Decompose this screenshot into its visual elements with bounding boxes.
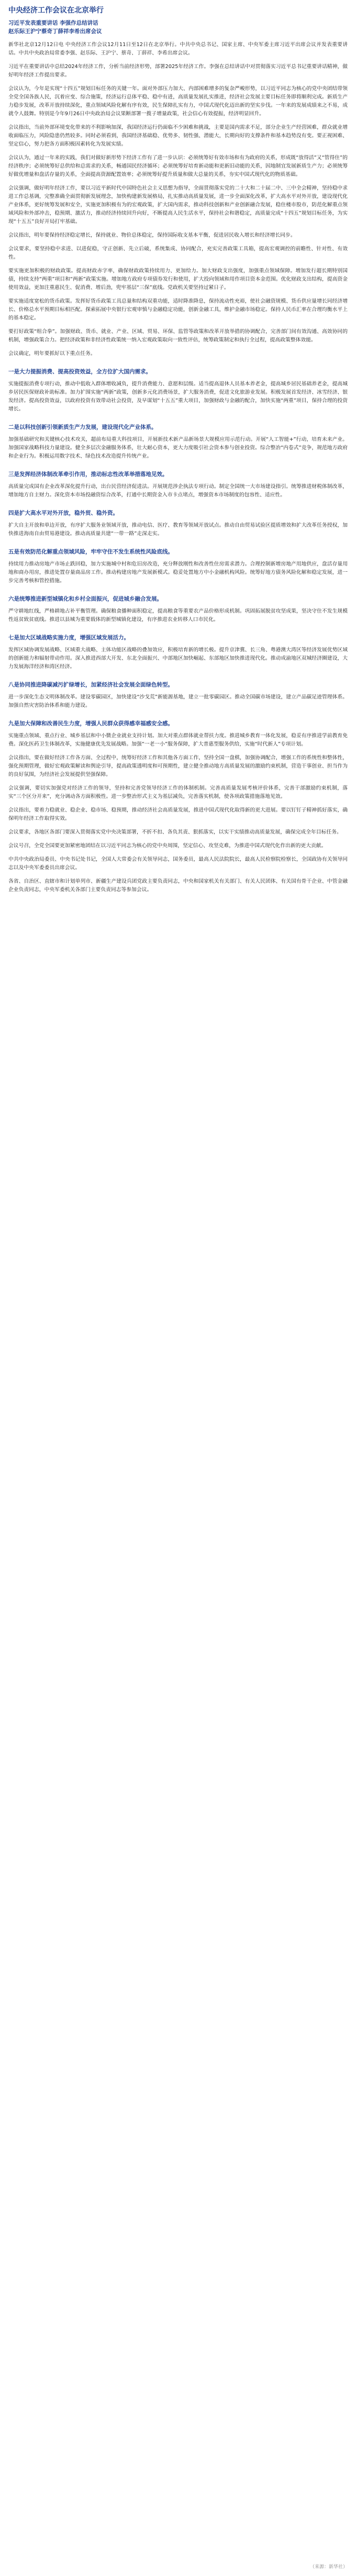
- section-heading-7: 七是加大区域战略实施力度，增强区域发展活力。: [8, 635, 129, 641]
- closing-paragraph-7: 各省、自治区、直辖市和计划单列市、新疆生产建设兵团党政主要负责同志，中央和国家机关有关部门、有关人民团体、有关国有骨干企业、中管金融企业负责同志，中央军委机关各部门主要负责同志等参加会议。: [8, 879, 348, 893]
- section-heading-4: 四是扩大高水平对外开放，稳外贸、稳外资。: [8, 510, 118, 516]
- section-text-9: 实施重点领域、重点行业、城乡基层和中小微企业就业支持计划。加大对重点群体就业帮扶力度。推进城乡教育一体化发展，稳妥有序推进学前教育免费。深化医药卫生体制改革，实施健康优先发展战略。加强“一老一小”服务保障，扩大普惠型服务供给，实施“时代新人”专项计划。: [8, 733, 348, 747]
- paragraph-11: 要打好政策“组合拳”。加强财政、货币、就业、产业、区域、贸易、环保、监管等政策和改革开放举措的协调配合，完善部门间有效沟通、高效协同的机制，增强政策合力。把经济政策和非经济性政策统一纳入宏观政策取向一致性评估，统筹政策制定和执行全过程，提高政策整体效能。: [8, 329, 348, 343]
- paragraph-10: 要实施适度宽松的货币政策。发挥好货币政策工具总量和结构双重功能，适时降准降息，保持流动性充裕，使社会融资规模、货币供应量增长同经济增长、价格总水平预期目标相匹配。探索拓展中央银行宏观审慎与金融稳定功能，创新金融工具，维护金融市场稳定。保持人民币汇率在合理均衡水平上的基本稳定。: [8, 298, 348, 321]
- section-text-8: 进一步深化生态文明体制改革。建设零碳园区，加快建设“沙戈荒”新能源基地，建立一批零碳园区。推动全国碳市场建设，建立产品碳足迹管理体系。加强自然灾害防治体系和能力建设。: [8, 694, 348, 708]
- closing-paragraph-1: 会议指出，要在做好经济工作各方面、全过程中，统筹好经济工作和其他各方面工作，坚持全国一盘棋，加强协调配合，增强工作的系统性和整体性，强化预期管理，做好宏观政策解读和舆论引导，提高政策透明度和可预期性，建立健全推动地方高质量发展的激励约束机制，营造干事创业、担当作为的良好氛围，为经济社会发展提供坚强保障。: [8, 755, 348, 778]
- closing-paragraph-5: 会议号召，全党全国要更加紧密地团结在以习近平同志为核心的党中央周围，坚定信心、攻坚克难，为推进中国式现代化作出新的更大贡献。: [8, 843, 327, 849]
- article-subtitle-1: 习近平发表重要讲话 李强作总结讲话: [8, 20, 98, 26]
- paragraph-2: 习近平在重要讲话中总结2024年经济工作，分析当前经济形势，部署2025年经济工作。李强在总结讲话中对贯彻落实习近平总书记重要讲话精神，做好明年经济工作提出要求。: [8, 64, 348, 78]
- section-heading-2: 二是以科技创新引领新质生产力发展，建设现代化产业体系。: [8, 424, 157, 430]
- section-text-2: 加强基础研究和关键核心技术攻关，超前布局重大科技项目，开展新技术新产品新场景大规模应用示范行动。开展“人工智能+”行动，培育未来产业。加强国家战略科技力量建设。健全多层次金融服务体系，壮大耐心资本，更大力度吸引社会资本参与创业投资。综合整治“内卷式”竞争，规范地方政府和企业行为。积极运用数字技术、绿色技术改造提升传统产业。: [8, 437, 348, 459]
- paragraph-8: 会议要求，要坚持稳中求进、以进促稳，守正创新、先立后破，系统集成、协同配合，充实完善政策工具箱，提高宏观调控的前瞻性、针对性、有效性。: [8, 246, 348, 260]
- closing-paragraph-2: 会议强调，要切实加强党对经济工作的领导，坚持和完善党领导经济工作的体制机制。完善高质量发展考核评价体系，完善干部激励约束机制，落实“三个区分开来”，充分调动各方面积极性。进一步整治形式主义为基层减负，完善落实机制，使各项政策措施落地见效。: [8, 785, 348, 800]
- section-heading-9: 九是加大保障和改善民生力度，增强人民群众获得感幸福感安全感。: [8, 720, 173, 727]
- section-heading-3: 三是发挥经济体制改革牵引作用，推动标志性改革举措落地见效。: [8, 471, 168, 478]
- section-text-1: 实施提振消费专项行动，推动中低收入群体增收减负，提升消费能力、意愿和层级。适当提高退休人员基本养老金，提高城乡居民基础养老金，提高城乡居民医保财政补助标准。加力扩围实施“两新”政策，创新多元化消费场景，扩大服务消费，促进文化旅游业发展。积极发展首发经济、冰雪经济、银发经济。提高投资效益，以政府投资有效带动社会投资，及早谋划“十五五”重大项目，加强财政与金融的配合，加快实施“两重”项目，保持合理的投资增长。: [8, 381, 348, 412]
- section-text-3: 高质量完成国有企业改革深化提升行动，出台民营经济促进法。开展规范涉企执法专项行动。制定全国统一大市场建设指引。统筹推进财税体制改革，增加地方自主财力。深化资本市场投融资综合改革，打通中长期资金入市卡点堵点，增强资本市场制度的包容性、适应性。: [8, 484, 348, 498]
- article-subtitle-2: 赵乐际王沪宁蔡奇丁薛祥李希出席会议: [8, 28, 102, 35]
- section-heading-8: 八是协同推进降碳减污扩绿增长，加紧经济社会发展全面绿色转型。: [8, 682, 173, 688]
- source-label: （来源：新华社）: [309, 2564, 348, 2570]
- closing-paragraph-3: 会议指出，要着力稳就业、稳企业、稳市场、稳预期，推动经济社会高质量发展，推进中国式现代化取得新的更大进展。要以钉钉子精神抓好落实，确保明年经济工作取得实效。: [8, 807, 348, 821]
- closing-paragraph-6: 中共中央政治局委员、中央书记处书记，全国人大常委会有关领导同志，国务委员，最高人民法院院长，最高人民检察院检察长，全国政协有关领导同志以及中央军委委员出席会议。: [8, 857, 348, 871]
- section-heading-1: 一是大力提振消费、提高投资效益，全方位扩大国内需求。: [8, 369, 151, 375]
- closing-paragraph-4: 会议要求，各地区各部门要深入贯彻落实党中央决策部署，不折不扣、各负其责、狠抓落实，以实干实绩推动高质量发展，确保完成全年目标任务。: [8, 829, 342, 835]
- article-title: 中央经济工作会议在北京举行: [8, 6, 104, 15]
- section-text-7: 发挥区域协调发展战略、区域重大战略、主体功能区战略的叠加效应，积极培育新的增长极。提升京津冀、长三角、粤港澳大湾区等经济发展优势区域的创新能力和辐射带动作用。深入推进西部大开发、东北全面振兴、中部地区加快崛起、东部地区加快推进现代化。推动成渝地区双城经济圈建设，大力发展海洋经济和湾区经济。: [8, 647, 348, 670]
- paragraph-12: 会议确定，明年要抓好以下重点任务。: [8, 351, 96, 357]
- section-text-4: 扩大自主开放和单边开放，有序扩大服务业领域开放，推动电信、医疗、教育等领域开放试点。推动自由贸易试验区提质增效和扩大改革任务授权，加快推进海南自由贸易港建设。推动高质量共建“一带一路”走深走实。: [8, 523, 348, 537]
- paragraph-1: 新华社北京12月12日电 中央经济工作会议12月11日至12日在北京举行。中共中央总书记、国家主席、中央军委主席习近平出席会议并发表重要讲话。中共中央政治局常委李强、赵乐际、王沪宁、蔡奇、丁薛祥、李希出席会议。: [8, 42, 348, 56]
- paragraph-6: 会议强调，做好明年经济工作，要以习近平新时代中国特色社会主义思想为指导，全面贯彻落实党的二十大和二十届二中、三中全会精神，坚持稳中求进工作总基调，完整准确全面贯彻新发展理念，加快构建新发展格局，扎实推动高质量发展，进一步全面深化改革，扩大高水平对外开放，建设现代化产业体系，更好统筹发展和安全，实施更加积极有为的宏观政策，扩大国内需求，推动科技创新和产业创新融合发展，稳住楼市股市，防范化解重点领域风险和外部冲击，稳预期、激活力，推动经济持续回升向好，不断提高人民生活水平，保持社会和谐稳定，高质量完成“十四五”规划目标任务，为实现“十五五”良好开局打牢基础。: [8, 185, 348, 225]
- section-heading-5: 五是有效防范化解重点领域风险，牢牢守住不发生系统性风险底线。: [8, 549, 173, 555]
- paragraph-5: 会议认为，通过一年来的实践，我们对做好新形势下经济工作有了进一步认识：必须统筹好有效市场和有为政府的关系，形成既“放得活”又“管得住”的经济秩序；必须统筹好总供给和总需求的关系，畅通国民经济循环；必须统筹好培育新动能和更新旧动能的关系，因地制宜发展新质生产力；必须统筹好做优增量和盘活存量的关系，全面提高资源配置效率；必须统筹好提升质量和做大总量的关系，夯实中国式现代化的物质基础。: [8, 155, 348, 177]
- paragraph-4: 会议指出，当前外部环境变化带来的不利影响加深，我国经济运行仍面临不少困难和挑战，主要是国内需求不足，部分企业生产经营困难，群众就业增收面临压力，风险隐患仍然较多。同时必须看到，我国经济基础稳、优势多、韧性强、潜能大，长期向好的支撑条件和基本趋势没有变。要正视困难、坚定信心，努力把各方面积极因素转化为发展实绩。: [8, 125, 348, 147]
- paragraph-7: 会议指出，明年要保持经济稳定增长，保持就业、物价总体稳定，保持国际收支基本平衡，促进居民收入增长和经济增长同步。: [8, 232, 296, 238]
- paragraph-9: 要实施更加积极的财政政策。提高财政赤字率，确保财政政策持续用力、更加给力。加大财政支出强度，加强重点领域保障。增加发行超长期特别国债，持续支持“两重”项目和“两新”政策实施。增加地方政府专项债券发行和使用，扩大投向领域和用作项目资本金范围。优化财政支出结构，提高资金使用效益，更加注重惠民生、促消费、增后劲，兜牢基层“三保”底线。党政机关要坚持过紧日子。: [8, 268, 348, 291]
- section-heading-6: 六是统筹推进新型城镇化和乡村全面振兴，促进城乡融合发展。: [8, 596, 162, 602]
- section-text-6: 严守耕地红线，严格耕地占补平衡管理。确保粮食播种面积稳定，提高粮食等重要农产品价格形成机制。巩固拓展脱贫攻坚成果，坚决守住不发生规模性返贫致贫底线。推进以县城为重要载体的新型城镇化建设，有序推进农业转移人口市民化。: [8, 608, 348, 623]
- section-text-5: 持续用力推动房地产市场止跌回稳，加力实施城中村和危旧房改造，充分释放刚性和改善性住房需求潜力。合理控制新增房地产用地供应，盘活存量用地和商办用房，推进处置存量商品房工作。推动构建房地产发展新模式。稳妥处置地方中小金融机构风险。统筹好地方债务风险化解和稳定发展，进一步完善考核和管控措施。: [8, 561, 348, 584]
- paragraph-3: 会议认为，今年是实现“十四五”规划目标任务的关键一年。面对外部压力加大、内部困难增多的复杂严峻形势，以习近平同志为核心的党中央团结带领全党全国各族人民，沉着应变、综合施策，经济运行总体平稳、稳中有进，高质量发展扎实推进，经济社会发展主要目标任务即将顺利完成。新质生产力稳步发展，改革开放持续深化，重点领域风险化解有序有效，民生保障扎实有力，中国式现代化迈出新的坚实步伐。一年来的发展成绩来之不易，成就令人鼓舞。特别是今年9月26日中央政治局会议果断部署一揽子增量政策，社会信心有效提振，经济明显回升。: [8, 86, 348, 117]
